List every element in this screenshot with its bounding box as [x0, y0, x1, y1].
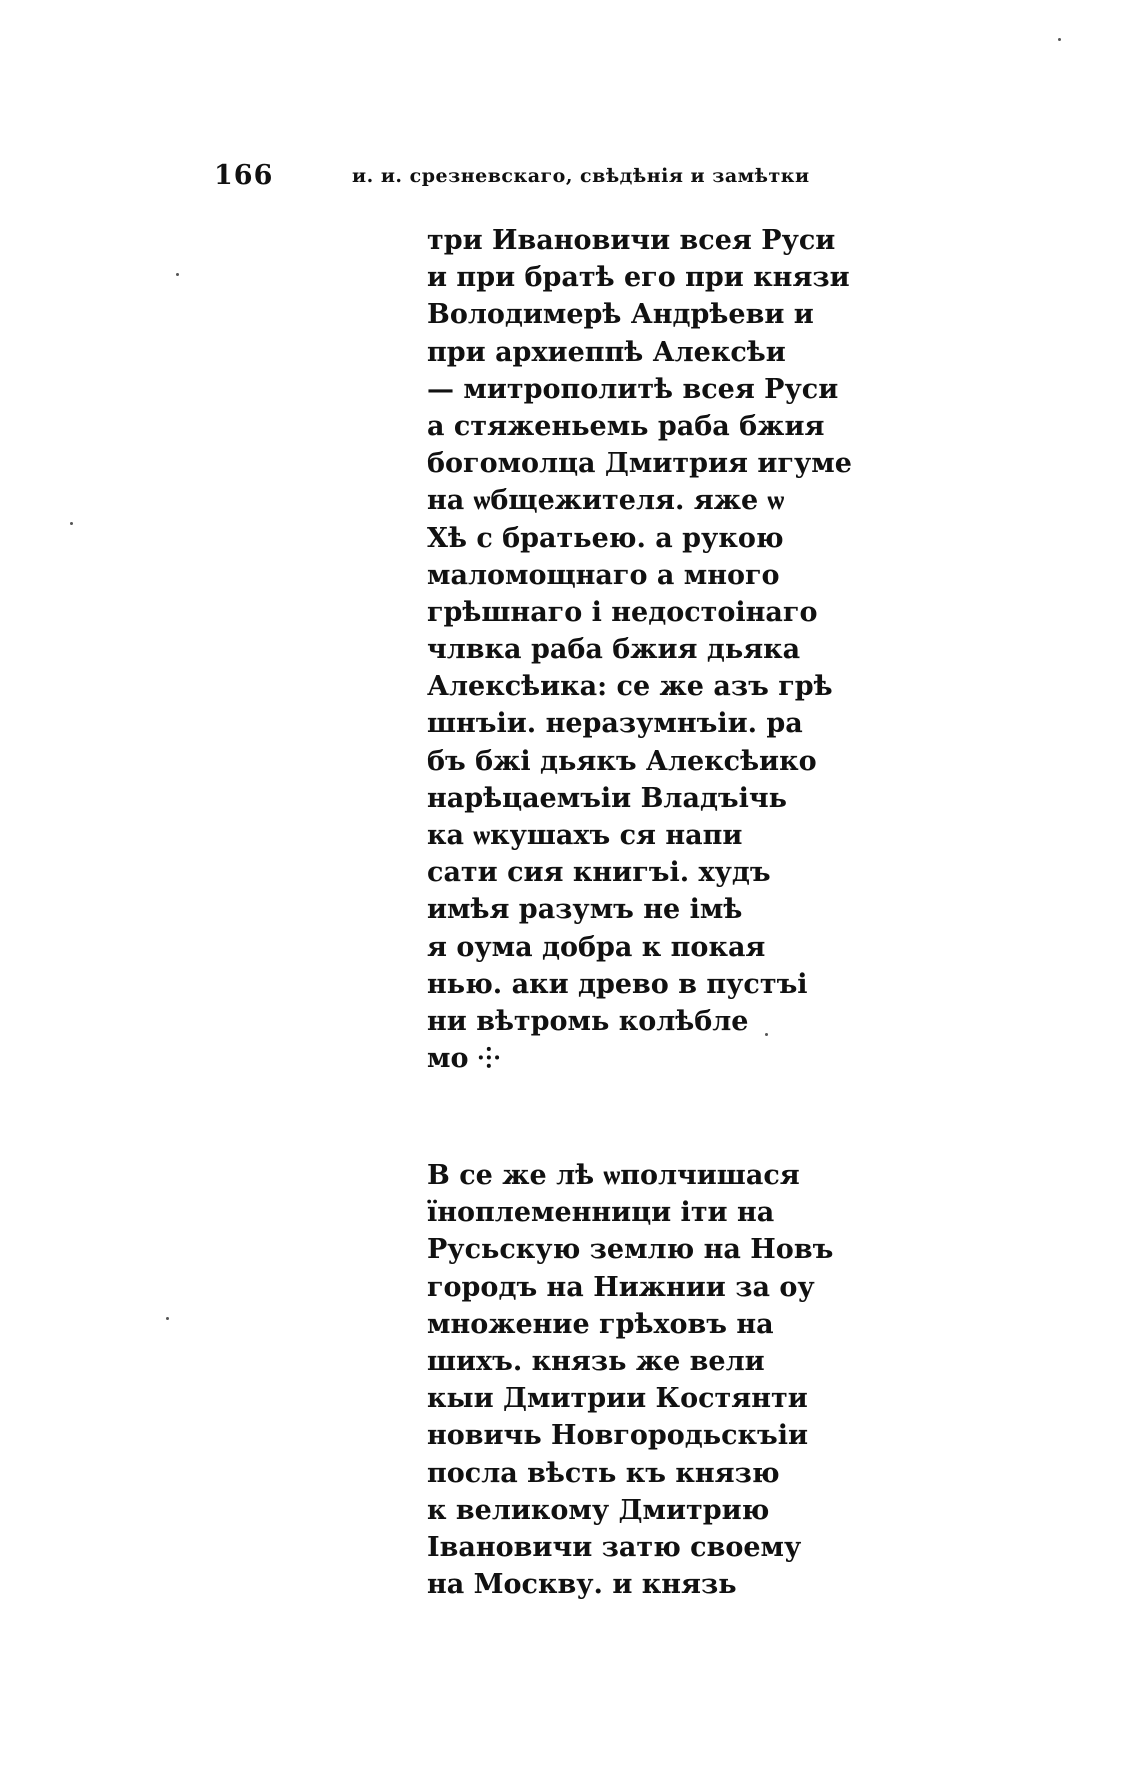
text-line: кыи Дмитрии Костянти	[427, 1383, 808, 1415]
text-line: при архиеппѣ Алексѣи	[427, 336, 786, 368]
running-head: и. и. срезневскаго, свѣдѣнія и замѣтки	[352, 165, 810, 187]
text-line: на ѡбщежителя. яже ѡ	[427, 485, 785, 517]
text-line: городъ на Нижнии за оу	[427, 1271, 815, 1303]
text-line: ни вѣтромь колѣбле	[427, 1005, 749, 1037]
text-line: члвка раба бжия дьяка	[427, 634, 801, 666]
paper-speck	[176, 273, 179, 276]
text-line: Володимерѣ Андрѣеви и	[427, 299, 814, 331]
text-block-chronicle	[427, 1157, 833, 1603]
text-line: — митрополитѣ всея Руси	[427, 373, 839, 405]
text-line: и при братѣ его при князи	[427, 262, 850, 294]
text-line: Хѣ с братьею. а рукою	[427, 522, 784, 554]
text-line: Русьскую землю на Новъ	[427, 1234, 834, 1266]
text-line: а стяженьемь раба бжия	[427, 410, 825, 442]
paper-speck	[166, 1317, 169, 1320]
text-line: нарѣцаемъіи Владъічь	[427, 782, 787, 814]
text-line: маломощнаго а много	[427, 559, 780, 591]
text-line: посла вѣсть къ князю	[427, 1457, 780, 1489]
text-line: шнъіи. неразумнъіи. ра	[427, 708, 803, 740]
paper-speck	[70, 522, 73, 525]
text-line: шихъ. князь же вели	[427, 1345, 765, 1377]
text-line: їноплеменници іти на	[427, 1197, 775, 1229]
text-line: к великому Дмитрию	[427, 1494, 770, 1526]
paper-speck	[1058, 38, 1061, 41]
text-line: ка ѡкушахъ ся напи	[427, 820, 743, 851]
text-line: сати сия книгъі. худъ	[427, 857, 771, 889]
text-line: множение грѣховъ на	[427, 1308, 774, 1340]
paper-speck	[765, 1033, 768, 1036]
text-line: три Ивановичи всея Руси	[427, 225, 836, 256]
text-line: бъ бжі дьякъ Алексѣико	[427, 745, 817, 777]
text-line: имѣя разумъ не імѣ	[427, 894, 743, 926]
text-line: богомолца Дмитрия игуме	[427, 448, 852, 480]
text-line: я оума добра к покая	[427, 931, 766, 963]
text-block-colophon	[427, 222, 852, 1077]
text-line: новичь Новгородьскъіи	[427, 1420, 809, 1452]
text-line: мо ⸭	[427, 1043, 501, 1075]
text-line: грѣшнаго і недостоінаго	[427, 596, 818, 628]
text-line: Івановичи затю своему	[427, 1531, 802, 1563]
text-line: на Москву. и князь	[427, 1569, 737, 1601]
text-line: В се же лѣ ѡполчишася	[427, 1160, 800, 1191]
text-line: Алексѣика: се же азъ грѣ	[427, 671, 833, 703]
page-number: 166	[214, 160, 274, 191]
text-line: нью. аки древо в пустъі	[427, 968, 808, 1000]
